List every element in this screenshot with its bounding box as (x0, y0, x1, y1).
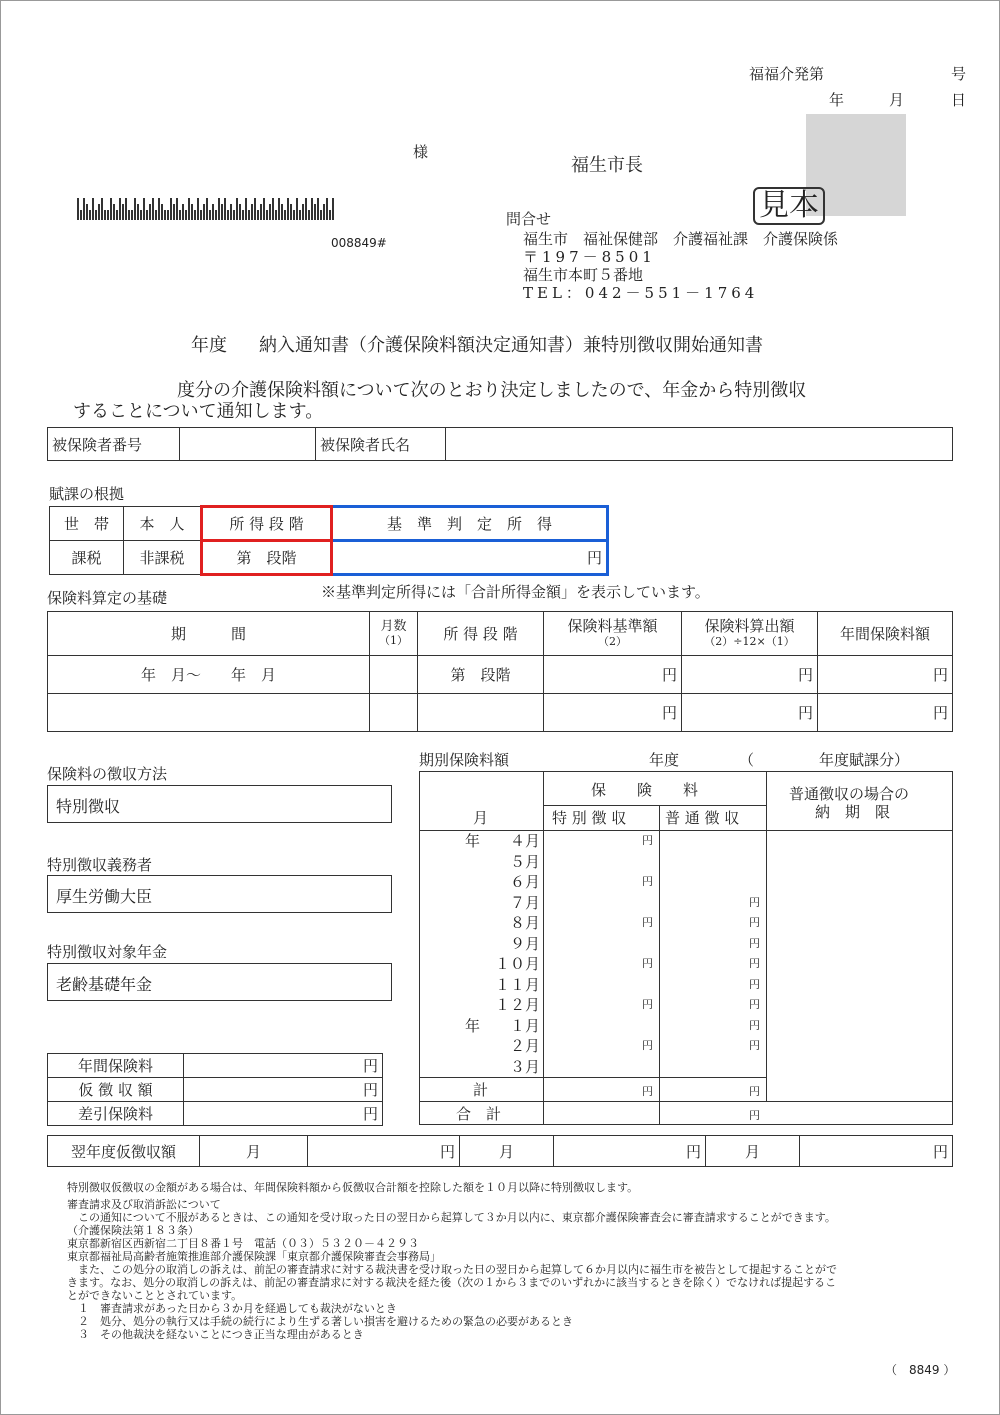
next-year-month-1: 月 (200, 1136, 308, 1167)
period-subtotal-special: 円 (642, 1085, 653, 1098)
basis-untaxed: 非課税 (124, 541, 202, 575)
barcode-number: 008849# (331, 236, 387, 250)
title-year: 年度 (191, 335, 227, 356)
period-special-6 (544, 934, 659, 955)
period-month-12: ３月 (509, 1057, 540, 1076)
intro-line-1: 度分の介護保険料額について次のとおり決定しましたので、年金から特別徴収 (177, 380, 807, 401)
period-subtotal-label: 計 (473, 1081, 489, 1099)
calc-col-months-label: 月数 (380, 618, 407, 634)
period-special-2 (544, 852, 659, 873)
period-special-10 (544, 1016, 659, 1037)
summary-difference-label: 差引保険料 (48, 1102, 184, 1126)
calc-col-calc (682, 612, 818, 656)
period-deadline-line2: 納 期 限 (815, 803, 891, 821)
calc-row2-period (48, 694, 370, 732)
next-year-month-3: 月 (706, 1136, 800, 1167)
basis-stage-value: 第 段階 (202, 541, 332, 575)
period-ordinary-4: 円 (749, 895, 760, 909)
issuer-name: 福生市長 (571, 155, 643, 176)
period-special-8 (544, 975, 659, 996)
calc-row1-period: 年 月～ 年 月 (48, 656, 370, 694)
period-ordinary-5: 円 (749, 916, 760, 929)
honorific: 様 (413, 143, 429, 161)
calc-col-base (544, 612, 682, 656)
basis-taxed: 課税 (50, 541, 124, 575)
calc-row2-calc: 円 (682, 694, 818, 732)
calc-col-stage: 所 得 段 階 (418, 612, 544, 656)
insured-name-label: 被保険者氏名 (316, 428, 446, 461)
summary-annual-label: 年間保険料 (48, 1054, 184, 1078)
calc-col-calc-label: 保険料算出額 (704, 616, 795, 635)
page-number: （ 8849 ） (885, 1363, 956, 1377)
summary-annual-value: 円 (184, 1054, 383, 1078)
calc-table (47, 611, 953, 732)
footnote-6: 東京都福祉局高齢者施策推進部介護保険課「東京都介護保険審査会事務局」 (67, 1250, 441, 1263)
footnote-11: ２ 処分、処分の執行又は手続の続行により生ずる著しい損害を避けるための緊急の必要があるとき (67, 1315, 573, 1328)
period-subtotal-ordinary: 円 (749, 1085, 760, 1098)
period-ordinary-header: 普 通 徴 収 (665, 809, 740, 827)
period-year-label: 年度 (649, 751, 680, 769)
summary-provisional-value: 円 (184, 1078, 383, 1102)
next-year-month-2: 月 (460, 1136, 554, 1167)
calc-col-base-label: 保険料基準額 (567, 616, 658, 635)
intro-line-2: することについて通知します。 (73, 401, 324, 422)
period-month-2: ５月 (509, 852, 540, 871)
calc-col-months-sub: （1） (379, 633, 408, 647)
method-value: 特別徴収 (47, 785, 392, 823)
date-month: 月 (889, 91, 905, 109)
period-ordinary-7: 円 (749, 957, 760, 970)
footnote-3: この通知について不服があるときは、この通知を受け取った日の翌日から起算して３か月以内に、東京都介護保険審査会に審査請求することができます。 (67, 1211, 836, 1224)
basis-criteria-income-value: 円 (332, 541, 608, 575)
basis-note: ※基準判定所得には「合計所得金額」を表示しています。 (321, 583, 710, 601)
calc-col-base-sub: （2） (598, 634, 627, 648)
document-title: 納入通知書（介護保険料額決定通知書）兼特別徴収開始通知書 (259, 335, 763, 356)
calc-row2-stage (418, 694, 544, 732)
period-special-header: 特 別 徴 収 (552, 809, 627, 827)
pension-value: 老齢基礎年金 (47, 963, 392, 1001)
period-ordinary-12 (660, 1057, 766, 1078)
period-ordinary-2 (660, 852, 766, 873)
footnote-5: 東京都新宿区西新宿二丁目８番１号 電話（０３）５３２０－４２９３ (67, 1237, 419, 1250)
footnote-9: とができないこととされています。 (67, 1289, 243, 1302)
contact-address: 福生市本町５番地 (523, 266, 644, 284)
contact-postal: 〒197－8501 (523, 248, 656, 266)
next-year-table (47, 1135, 953, 1167)
calc-row1-stage: 第 段階 (418, 656, 544, 694)
calc-row1-months (370, 656, 418, 694)
date-year: 年 (829, 91, 845, 109)
footnote-7: また、この処分の取消しの訴えは、前記の審査請求に対する裁決書を受け取った日の翌日から起算して６か月以内に福生市を被告として提起することがで (67, 1263, 837, 1276)
summary-table (47, 1053, 383, 1126)
next-year-amount-3: 円 (800, 1136, 953, 1167)
period-special-12 (544, 1057, 659, 1078)
period-assess-label: 年度賦課分） (819, 751, 910, 769)
date-day: 日 (951, 91, 967, 109)
calc-row2-months (370, 694, 418, 732)
period-ordinary-list (660, 831, 766, 1077)
period-paren-open: （ (739, 751, 755, 769)
period-month-4: ７月 (509, 893, 540, 912)
calc-row1-annual: 円 (818, 656, 953, 694)
calc-col-calc-sub: （2）÷12×（1） (704, 634, 795, 648)
period-month-1: 年 ４月 (464, 832, 540, 850)
period-special-3: 円 (642, 875, 653, 888)
insured-number-label: 被保険者番号 (48, 428, 180, 461)
calc-row2-annual: 円 (818, 694, 953, 732)
contact-label: 問合せ (506, 210, 552, 228)
calc-heading: 保険料算定の基礎 (47, 589, 168, 607)
period-month-9: １２月 (494, 996, 540, 1014)
footnote-4: （介護保険法第１８３条） (67, 1224, 199, 1237)
period-ordinary-8: 円 (749, 977, 760, 991)
insured-table (47, 427, 953, 461)
period-special-4 (544, 893, 659, 914)
period-month-header: 月 (473, 809, 489, 827)
footnote-2: 審査請求及び取消訴訟について (67, 1198, 221, 1211)
basis-heading: 賦課の根拠 (49, 485, 125, 503)
contact-tel: TEL：042－551－1764 (523, 284, 759, 302)
period-ordinary-6: 円 (749, 936, 760, 950)
insured-name-value (446, 428, 953, 461)
calc-row2-base: 円 (544, 694, 682, 732)
period-heading: 期別保険料額 (419, 751, 510, 769)
period-month-3: ６月 (509, 873, 540, 891)
basis-income-stage-header: 所 得 段 階 (202, 507, 332, 541)
basis-table (49, 505, 609, 576)
summary-provisional-label: 仮 徴 収 額 (48, 1078, 184, 1102)
next-year-amount-1: 円 (308, 1136, 460, 1167)
period-total-label: 合 計 (456, 1105, 502, 1123)
basis-criteria-income-header: 基 準 判 定 所 得 (332, 507, 608, 541)
period-ordinary-3 (660, 872, 766, 893)
period-month-10: 年 １月 (464, 1016, 540, 1035)
period-special-list (544, 831, 659, 1077)
sample-stamp: 見本 (753, 187, 825, 225)
customer-barcode (77, 198, 334, 220)
period-month-11: ２月 (509, 1037, 540, 1055)
pension-label: 特別徴収対象年金 (47, 943, 168, 961)
period-special-7: 円 (642, 957, 653, 970)
basis-household: 世 帯 (50, 507, 124, 541)
calc-col-months (370, 612, 418, 656)
insured-number-value (180, 428, 316, 461)
period-ordinary-9: 円 (749, 998, 760, 1011)
basis-self: 本 人 (124, 507, 202, 541)
period-special-11: 円 (642, 1039, 653, 1052)
method-label: 保険料の徴収方法 (47, 765, 168, 783)
doc-number-suffix: 号 (951, 65, 967, 83)
period-month-5: ８月 (509, 914, 540, 932)
next-year-label: 翌年度仮徴収額 (48, 1136, 200, 1167)
period-special-5: 円 (642, 916, 653, 929)
footnote-8: きます。なお、処分の取消しの訴えは、前記の審査請求に対する裁決を経た後（次の１から３までのいずれかに該当するときを除く）でなければ提起するこ (67, 1276, 837, 1289)
obligor-value: 厚生労働大臣 (47, 875, 392, 913)
contact-department: 福生市 福祉保健部 介護福祉課 介護保険係 (523, 230, 839, 248)
period-ordinary-11: 円 (749, 1039, 760, 1052)
obligor-label: 特別徴収義務者 (47, 856, 153, 874)
period-month-7: １０月 (494, 955, 540, 973)
period-deadline-line1: 普通徴収の場合の (789, 785, 910, 803)
period-ordinary-1 (660, 831, 766, 852)
footnote-12: ３ その他裁決を経ないことにつき正当な理由があるとき (67, 1328, 364, 1341)
calc-row1-calc: 円 (682, 656, 818, 694)
period-month-8: １１月 (494, 975, 540, 994)
calc-col-annual: 年間保険料額 (818, 612, 953, 656)
calc-col-period: 期 間 (48, 612, 370, 656)
period-special-1: 円 (642, 834, 653, 847)
footnote-10: １ 審査請求があった日から３か月を経過しても裁決がないとき (67, 1302, 397, 1315)
period-ordinary-10: 円 (749, 1018, 760, 1032)
period-premium-header: 保 険 料 (591, 781, 707, 799)
calc-row1-base: 円 (544, 656, 682, 694)
period-total-value: 円 (749, 1109, 760, 1122)
period-special-9: 円 (642, 998, 653, 1011)
period-month-list (425, 831, 540, 1077)
next-year-amount-2: 円 (554, 1136, 706, 1167)
doc-number-prefix: 福福介発第 (749, 65, 825, 83)
period-month-6: ９月 (509, 934, 540, 953)
summary-difference-value: 円 (184, 1102, 383, 1126)
footnote-1: 特別徴収仮徴収の金額がある場合は、年間保険料額から仮徴収合計額を控除した額を１０月以降に特別徴収します。 (67, 1181, 639, 1194)
